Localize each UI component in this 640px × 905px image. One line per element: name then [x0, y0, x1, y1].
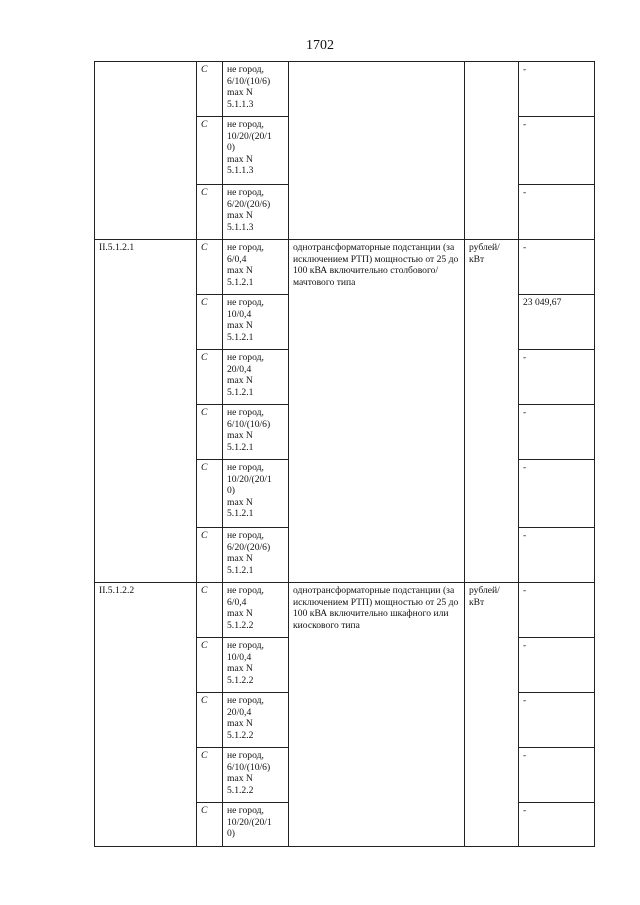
value-cell: -	[519, 62, 595, 117]
value-cell: -	[519, 460, 595, 528]
letter-cell: С	[197, 638, 223, 693]
condition-cell: не город, 20/0,4 max N 5.1.2.2	[223, 693, 289, 748]
letter-cell: С	[197, 350, 223, 405]
value-cell: -	[519, 405, 595, 460]
code-cell: II.5.1.2.2	[95, 583, 197, 847]
unit-cell	[465, 62, 519, 240]
table-row	[95, 583, 595, 638]
unit-cell: рублей/ кВт	[465, 240, 519, 583]
condition-cell: не город, 10/20/(20/1 0) max N 5.1.1.3	[223, 117, 289, 185]
value-cell: -	[519, 117, 595, 185]
table-row	[95, 240, 595, 295]
value-cell: -	[519, 240, 595, 295]
description-cell: однотрансформаторные подстанции (за исключением РТП) мощностью от 25 до 100 кВА включительно столбового/мачтового типа	[289, 240, 465, 583]
unit-cell: рублей/ кВт	[465, 583, 519, 847]
condition-cell: не город, 6/20/(20/6) max N 5.1.1.3	[223, 185, 289, 240]
letter-cell: С	[197, 460, 223, 528]
description-cell: однотрансформаторные подстанции (за исключением РТП) мощностью от 25 до 100 кВА включительно шкафного или киоскового типа	[289, 583, 465, 847]
table-row	[95, 62, 595, 117]
condition-cell: не город, 6/10/(10/6) max N 5.1.2.1	[223, 405, 289, 460]
letter-cell: С	[197, 405, 223, 460]
page-number: 1702	[306, 38, 334, 53]
letter-cell: С	[197, 62, 223, 117]
condition-cell: не город, 6/0,4 max N 5.1.2.1	[223, 240, 289, 295]
letter-cell: С	[197, 583, 223, 638]
value-cell: -	[519, 350, 595, 405]
tariff-table	[94, 61, 595, 847]
condition-cell: не город, 10/0,4 max N 5.1.2.2	[223, 638, 289, 693]
value-cell: -	[519, 748, 595, 803]
code-cell: II.5.1.2.1	[95, 240, 197, 583]
condition-cell: не город, 10/0,4 max N 5.1.2.1	[223, 295, 289, 350]
condition-cell: не город, 6/20/(20/6) max N 5.1.2.1	[223, 528, 289, 583]
letter-cell: С	[197, 185, 223, 240]
value-cell: -	[519, 583, 595, 638]
condition-cell: не город, 20/0,4 max N 5.1.2.1	[223, 350, 289, 405]
letter-cell: С	[197, 117, 223, 185]
condition-cell: не город, 10/20/(20/1 0)	[223, 803, 289, 847]
letter-cell: С	[197, 803, 223, 847]
value-cell: -	[519, 803, 595, 847]
letter-cell: С	[197, 528, 223, 583]
code-cell	[95, 62, 197, 240]
value-cell: -	[519, 528, 595, 583]
letter-cell: С	[197, 748, 223, 803]
condition-cell: не город, 6/10/(10/6) max N 5.1.2.2	[223, 748, 289, 803]
value-cell: -	[519, 693, 595, 748]
value-cell: 23 049,67	[519, 295, 595, 350]
description-cell	[289, 62, 465, 240]
condition-cell: не город, 6/10/(10/6) max N 5.1.1.3	[223, 62, 289, 117]
letter-cell: С	[197, 240, 223, 295]
letter-cell: С	[197, 693, 223, 748]
value-cell: -	[519, 185, 595, 240]
value-cell: -	[519, 638, 595, 693]
condition-cell: не город, 10/20/(20/1 0) max N 5.1.2.1	[223, 460, 289, 528]
condition-cell: не город, 6/0,4 max N 5.1.2.2	[223, 583, 289, 638]
letter-cell: С	[197, 295, 223, 350]
